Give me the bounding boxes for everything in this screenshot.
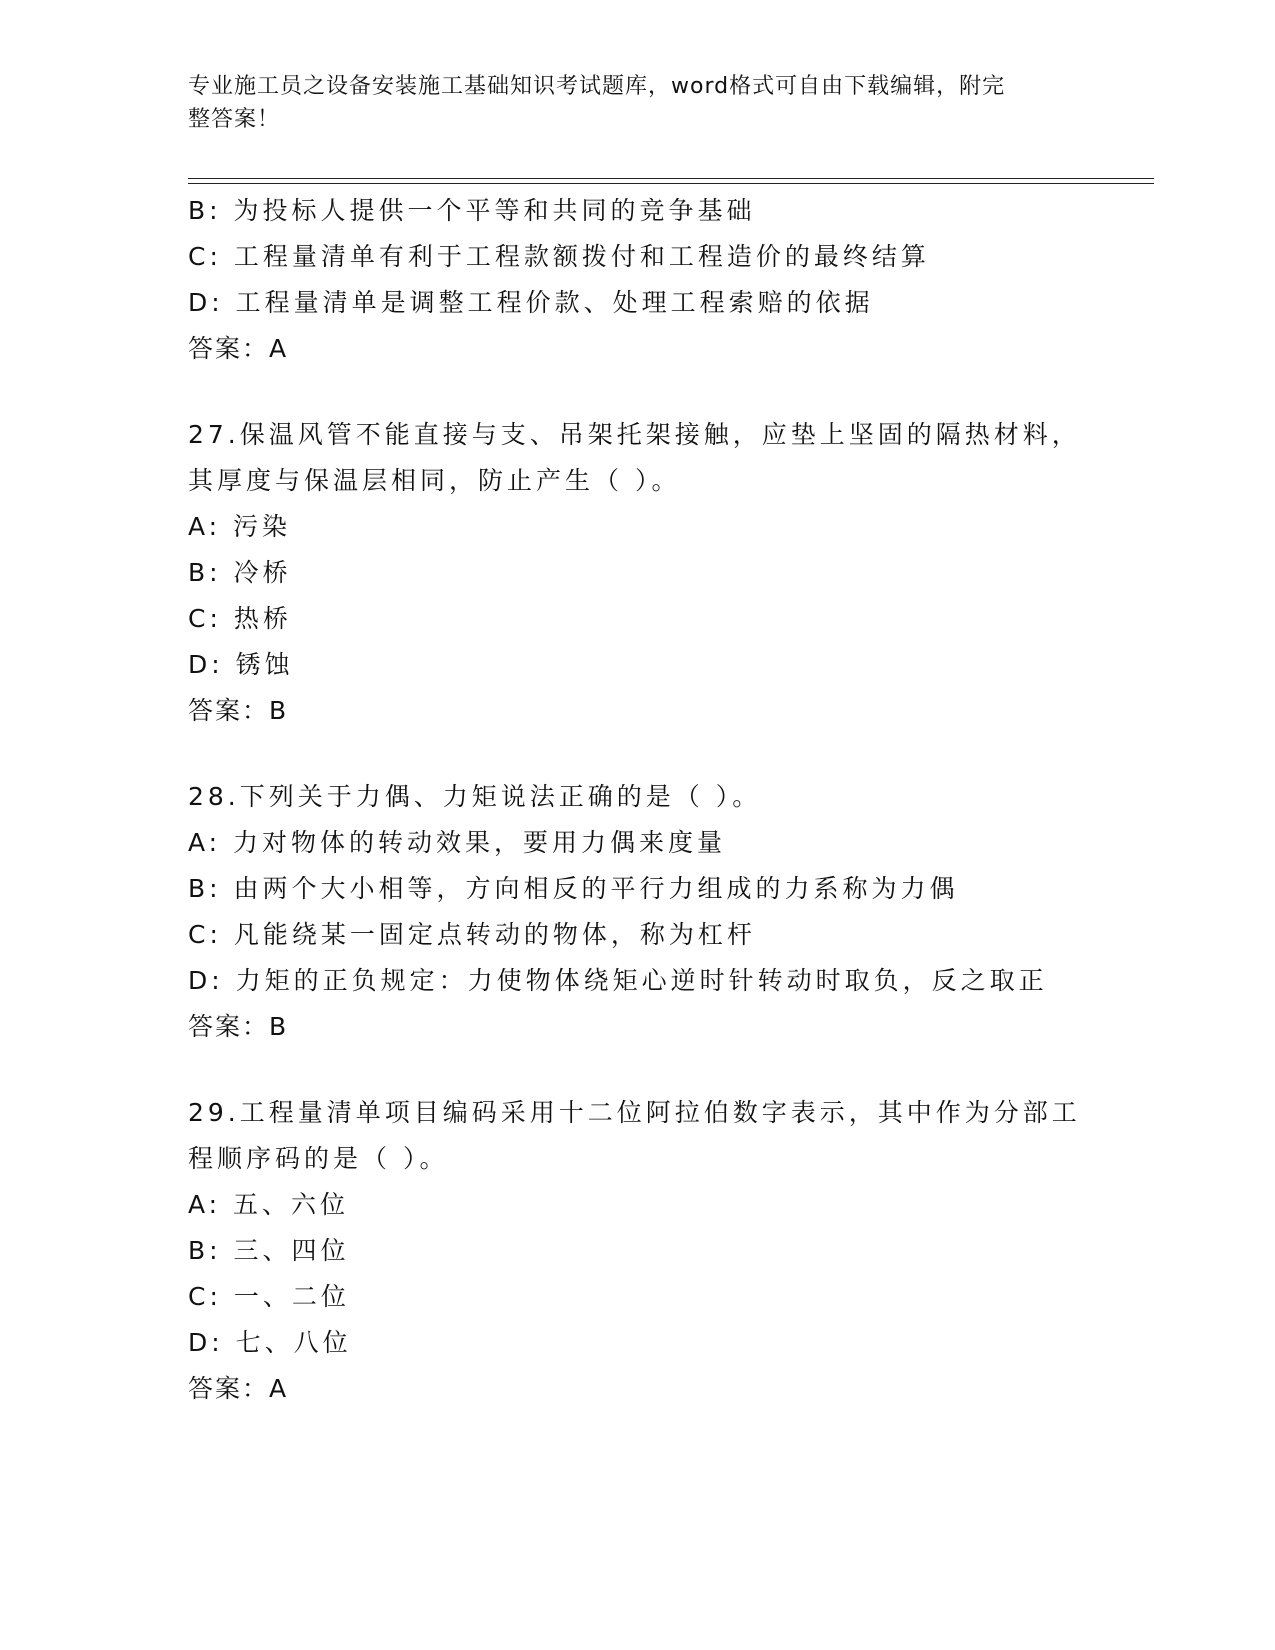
option-c: C: 热桥	[188, 604, 292, 633]
answer-line: 答案：B	[188, 1012, 289, 1041]
header-divider-bottom	[188, 183, 1154, 184]
option-d: D: 七、八位	[188, 1328, 352, 1357]
spacer	[188, 1050, 1088, 1090]
answer-line: 答案：B	[188, 696, 289, 725]
question-26-continued	[188, 188, 1088, 372]
answer-line: 答案：A	[188, 1374, 289, 1403]
question-stem-line-2: 其厚度与保温层相同，防止产生（ ）。	[188, 466, 681, 495]
spacer	[188, 734, 1088, 774]
option-a: A: 力对物体的转动效果，要用力偶来度量	[188, 828, 727, 857]
question-27	[188, 412, 1088, 734]
option-b: B: 三、四位	[188, 1236, 350, 1265]
option-a: A: 污染	[188, 512, 292, 541]
header-line-2: 整答案！	[188, 107, 281, 132]
answer-line: 答案：A	[188, 334, 289, 363]
question-stem-line-1: 27.保温风管不能直接与支、吊架托架接触，应垫上坚固的隔热材料，	[188, 420, 1081, 449]
option-a: A: 五、六位	[188, 1190, 350, 1219]
option-c: C: 工程量清单有利于工程款额拨付和工程造价的最终结算	[188, 242, 930, 271]
question-stem-line-1: 29.工程量清单项目编码采用十二位阿拉伯数字表示，其中作为分部工	[188, 1098, 1081, 1127]
question-stem-line-2: 程顺序码的是（ ）。	[188, 1144, 449, 1173]
option-d: D: 锈蚀	[188, 650, 294, 679]
option-c: C: 凡能绕某一固定点转动的物体，称为杠杆	[188, 920, 756, 949]
option-b: B: 由两个大小相等，方向相反的平行力组成的力系称为力偶	[188, 874, 959, 903]
option-d: D: 工程量清单是调整工程价款、处理工程索赔的依据	[188, 288, 874, 317]
spacer	[188, 372, 1088, 412]
option-b: B: 为投标人提供一个平等和共同的竞争基础	[188, 196, 756, 225]
option-d: D: 力矩的正负规定：力使物体绕矩心逆时针转动时取负，反之取正	[188, 966, 1048, 995]
document-header	[188, 70, 1068, 136]
question-stem-line-1: 28.下列关于力偶、力矩说法正确的是（ ）。	[188, 782, 762, 811]
option-b: B: 冷桥	[188, 558, 292, 587]
header-divider-top	[188, 178, 1154, 179]
document-body	[188, 188, 1088, 1412]
header-line-1: 专业施工员之设备安装施工基础知识考试题库，word格式可自由下载编辑，附完	[188, 74, 1006, 99]
option-c: C: 一、二位	[188, 1282, 350, 1311]
question-28	[188, 774, 1088, 1050]
question-29	[188, 1090, 1088, 1412]
